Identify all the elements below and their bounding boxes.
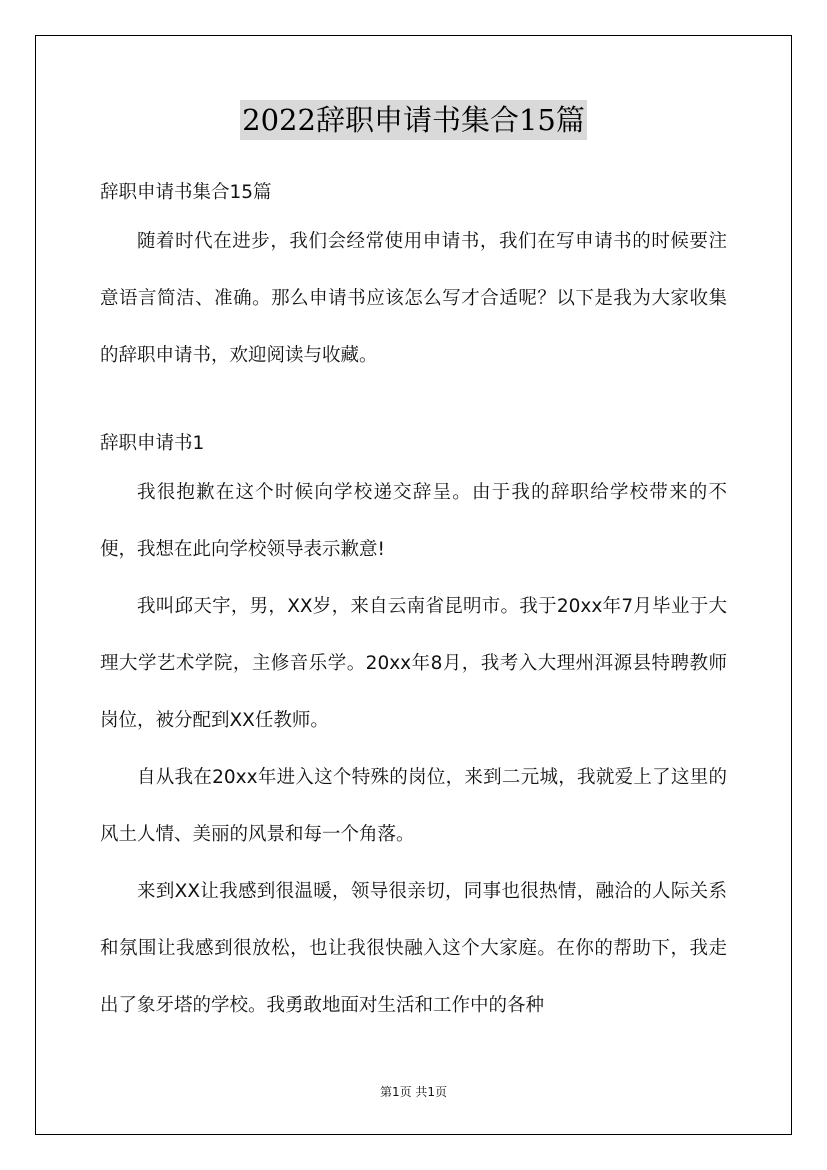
intro-paragraph: 随着时代在进步，我们会经常使用申请书，我们在写申请书的时候要注意语言简洁、准确。那么申请书应该怎么写才合适呢？以下是我为大家收集的辞职申请书，欢迎阅读与收藏。 (100, 231, 727, 366)
document-subtitle: 辞职申请书集合15篇 (100, 182, 272, 203)
document-body (100, 173, 727, 1034)
title-container (0, 100, 827, 140)
body-paragraph-1: 我很抱歉在这个时候向学校递交辞呈。由于我的辞职给学校带来的不便，我想在此向学校领导表示歉意! (100, 482, 727, 560)
page-footer: 第1页 共1页 (379, 1085, 448, 1099)
body-paragraph-4: 来到XX让我感到很温暖，领导很亲切，同事也很热情，融洽的人际关系和氛围让我感到很放松，也让我很快融入这个大家庭。在你的帮助下，我走出了象牙塔的学校。我勇敢地面对生活和工作中的各种 (100, 881, 727, 1016)
section-spacer (100, 384, 727, 424)
document-title: 2022辞职申请书集合15篇 (240, 100, 587, 140)
section-heading: 辞职申请书1 (100, 433, 205, 454)
body-paragraph-3: 自从我在20xx年进入这个特殊的岗位，来到二元城，我就爱上了这里的风土人情、美丽的风景和每一个角落。 (100, 767, 727, 845)
body-paragraph-2: 我叫邱天宇，男，XX岁，来自云南省昆明市。我于20xx年7月毕业于大理大学艺术学院，主修音乐学。20xx年8月，我考入大理州洱源县特聘教师岗位，被分配到XX任教师。 (100, 596, 727, 731)
